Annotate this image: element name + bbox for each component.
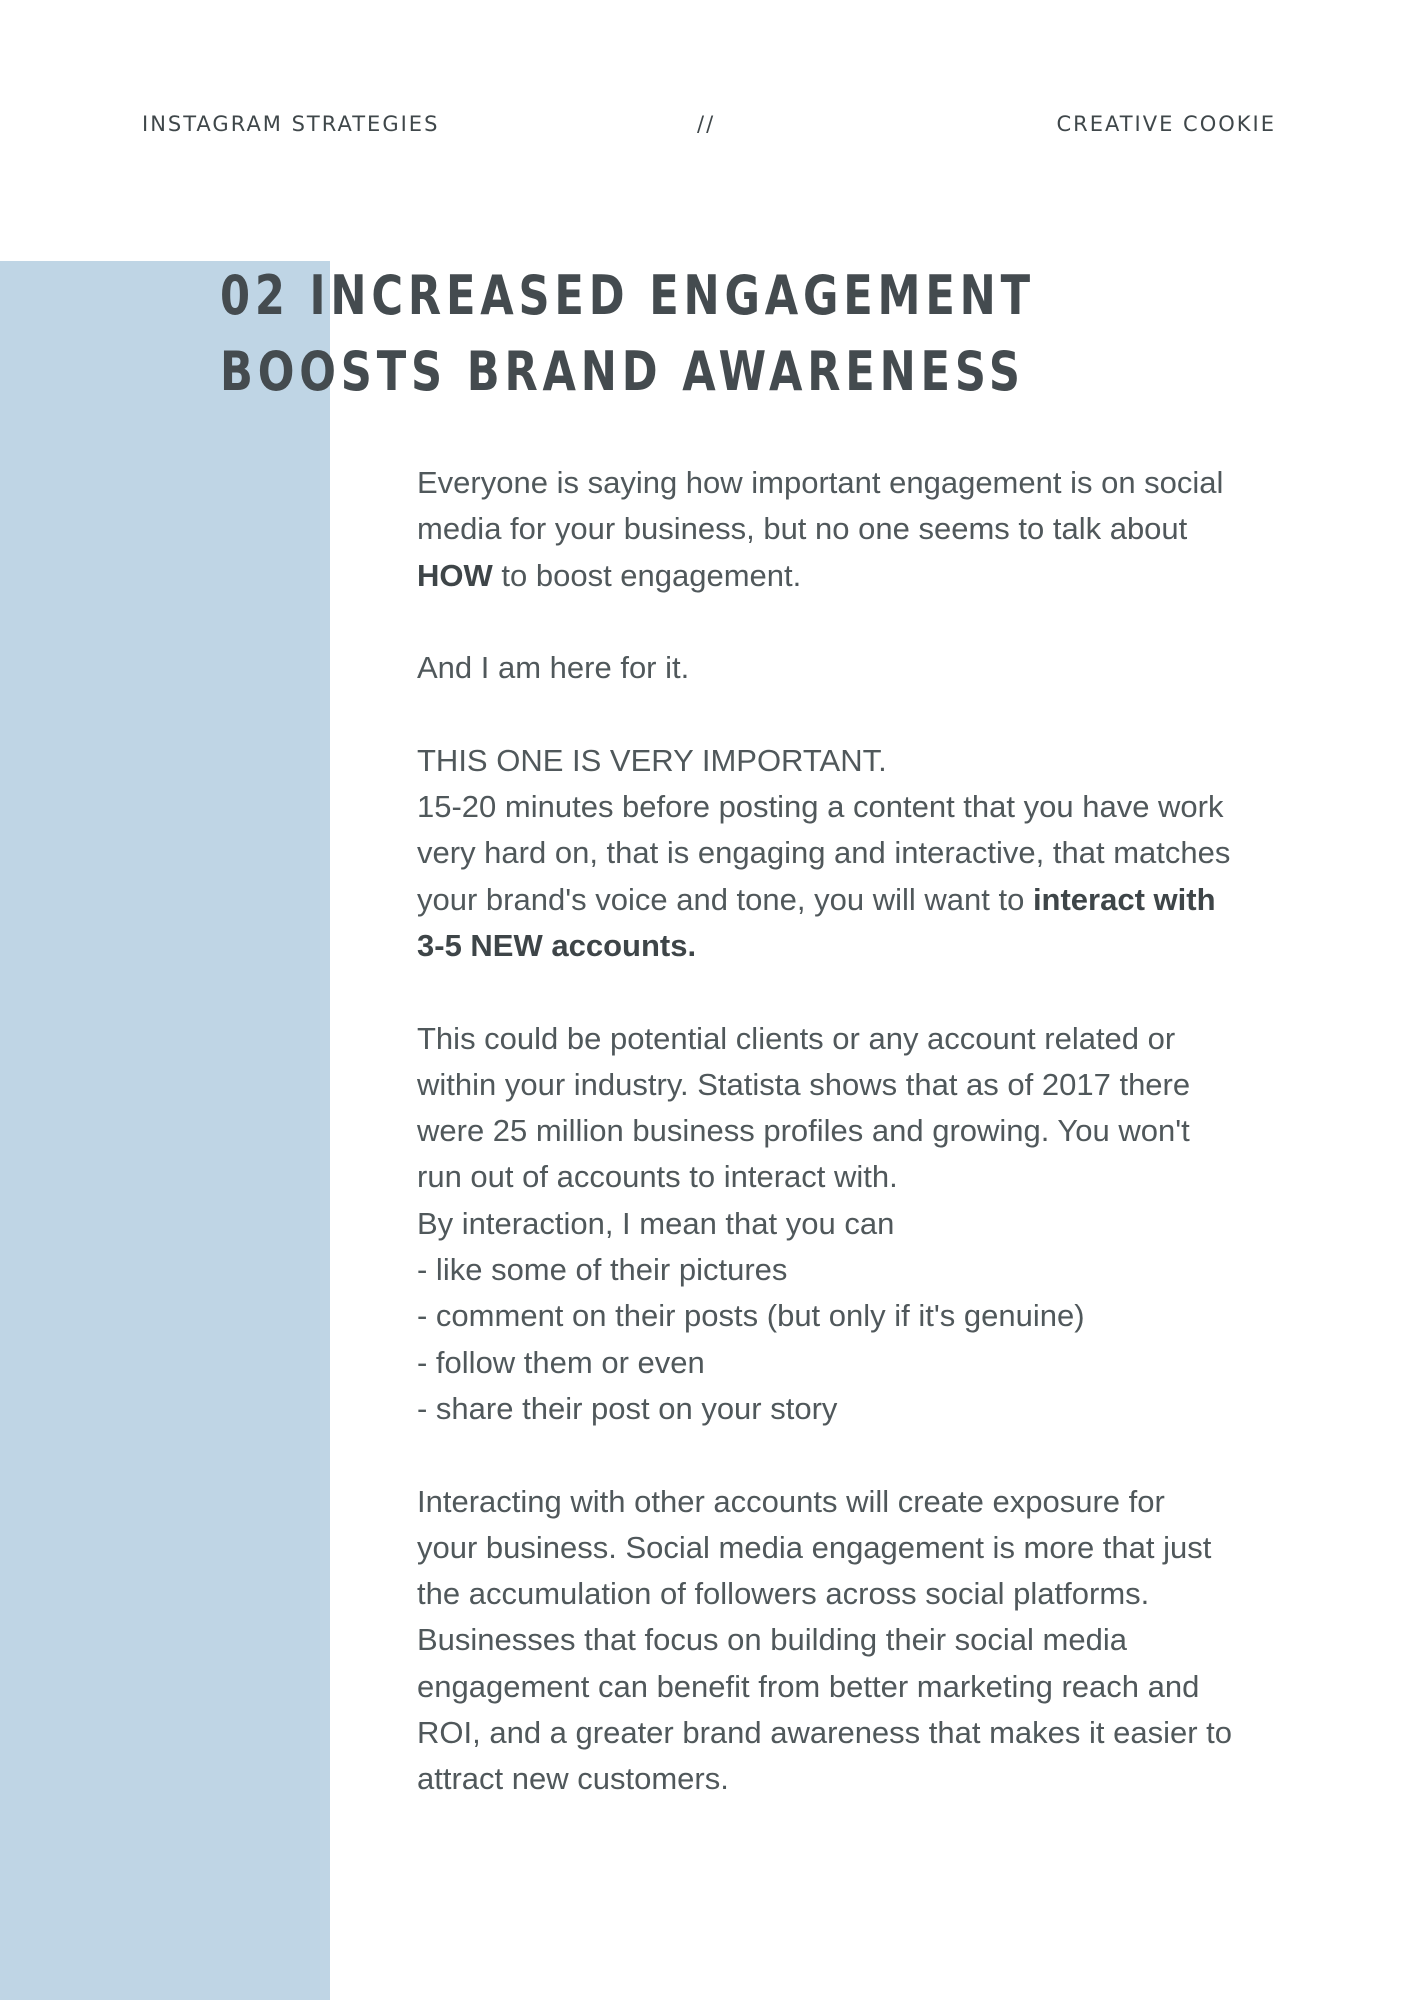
title-line-1: 02 INCREASED ENGAGEMENT	[220, 264, 1035, 327]
list-item: - share their post on your story	[417, 1390, 838, 1426]
paragraph-closing	[417, 1479, 1287, 1803]
intro-line-3-rest: to boost engagement.	[492, 557, 802, 593]
important-line-4	[417, 923, 1287, 969]
important-line-3-rest: your brand's voice and tone, you will want to	[417, 881, 1033, 917]
list-item: - follow them or even	[417, 1344, 705, 1380]
intro-line-3	[417, 553, 1287, 599]
side-color-band	[0, 261, 330, 2000]
page-header	[142, 112, 1276, 142]
paragraph-intro	[417, 460, 1287, 599]
header-right-label: CREATIVE COOKIE	[1056, 112, 1276, 136]
page-title	[220, 258, 1035, 410]
closing-line-3: the accumulation of followers across social platforms.	[417, 1576, 1150, 1612]
list-item: - comment on their posts (but only if it's genuine)	[417, 1298, 1085, 1334]
list-item: - like some of their pictures	[417, 1252, 788, 1288]
closing-line-2: your business. Social media engagement is more that just	[417, 1529, 1212, 1565]
here-line: And I am here for it.	[417, 650, 690, 686]
title-line-2: BOOSTS BRAND AWARENESS	[220, 340, 1025, 403]
paragraph-potential	[417, 1016, 1287, 1433]
closing-line-4: Businesses that focus on building their social media	[417, 1622, 1127, 1658]
intro-how-bold: HOW	[417, 557, 493, 593]
closing-line-1: Interacting with other accounts will create exposure for	[417, 1483, 1165, 1519]
important-line-2: very hard on, that is engaging and interactive, that matches	[417, 835, 1231, 871]
closing-line-5: engagement can benefit from better marketing reach and	[417, 1668, 1200, 1704]
paragraph-here	[417, 645, 1287, 691]
potential-line-2: within your industry. Statista shows that as of 2017 there	[417, 1066, 1191, 1102]
important-accounts-bold: 3-5 NEW accounts.	[417, 927, 697, 963]
intro-line-1: Everyone is saying how important engagement is on social	[417, 465, 1224, 500]
important-interact-bold: interact with	[1032, 881, 1216, 917]
header-left-label: INSTAGRAM STRATEGIES	[142, 112, 440, 136]
potential-line-5: By interaction, I mean that you can	[417, 1205, 895, 1241]
body-text	[417, 460, 1287, 1849]
potential-line-3: were 25 million business profiles and growing. You won't	[417, 1113, 1190, 1149]
header-separator: //	[697, 112, 716, 136]
important-heading: THIS ONE IS VERY IMPORTANT.	[417, 742, 887, 778]
paragraph-important	[417, 738, 1287, 969]
important-line-3	[417, 877, 1287, 923]
closing-line-7: attract new customers.	[417, 1761, 729, 1797]
intro-line-2: media for your business, but no one seems to talk about	[417, 511, 1188, 547]
potential-line-4: run out of accounts to interact with.	[417, 1159, 898, 1195]
potential-line-1: This could be potential clients or any account related or	[417, 1020, 1176, 1056]
closing-line-6: ROI, and a greater brand awareness that makes it easier to	[417, 1715, 1233, 1751]
important-line-1: 15-20 minutes before posting a content that you have work	[417, 789, 1224, 825]
